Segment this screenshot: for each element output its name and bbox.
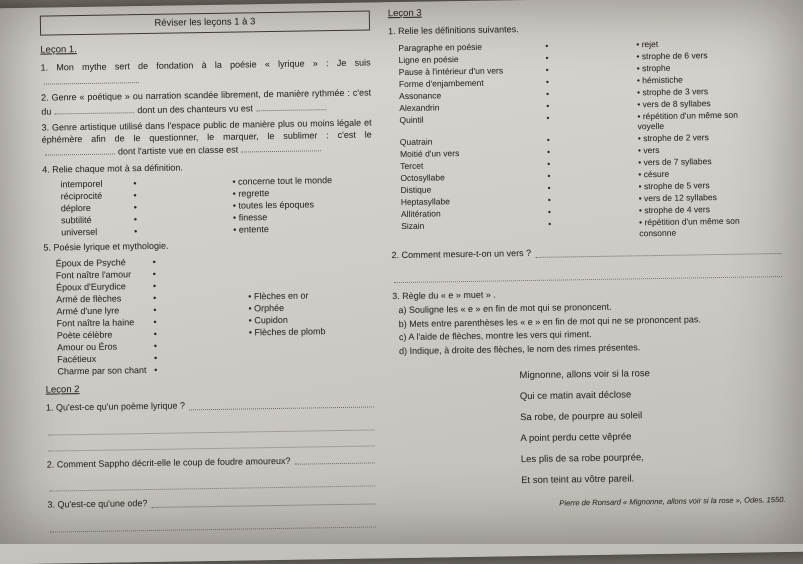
match-term: Charme par son chant • xyxy=(57,365,157,377)
lecon1-q5-title: 5. Poésie lyrique et mythologie. xyxy=(43,241,169,254)
match-def: • strophe de 2 vers xyxy=(638,132,709,144)
match-term: Amour ou Éros • xyxy=(57,341,157,353)
match-term: déplore • xyxy=(61,203,137,214)
match-def: • Flèches en or xyxy=(248,290,308,301)
match-term: Allitération • xyxy=(401,207,551,220)
match-term: intemporel • xyxy=(60,179,136,190)
match-term: Quatrain • xyxy=(400,135,550,148)
match-term: Pause à l'intérieur d'un vers • xyxy=(399,64,549,77)
match-def: • finesse xyxy=(233,213,267,224)
answer-blank xyxy=(241,142,321,153)
lecon1-title: Leçon 1. xyxy=(40,44,77,56)
match-term: Octosyllabe • xyxy=(400,171,550,184)
match-row xyxy=(61,223,373,238)
match-def: • Cupidon xyxy=(249,315,288,326)
match-term: Distique • xyxy=(401,183,551,196)
left-column xyxy=(40,10,378,532)
match-term: universel • xyxy=(61,227,137,238)
match-def: • césure xyxy=(638,169,669,180)
match-def: • répétition d'un même son consonne xyxy=(639,216,740,239)
answer-blank xyxy=(189,398,374,410)
match-term: Époux de Psyché • xyxy=(56,257,156,269)
worksheet-title: Réviser les leçons 1 à 3 xyxy=(154,16,256,29)
match-def: • répétition d'un même son voyelle xyxy=(637,109,738,132)
match-def: • vers de 12 syllabes xyxy=(639,192,717,204)
answer-blank xyxy=(294,454,374,465)
lecon2-q1 xyxy=(46,398,376,415)
match-def: • vers de 7 syllabes xyxy=(638,156,712,168)
match-term: Armé d'une lyre • xyxy=(56,305,156,317)
lecon1-q1 xyxy=(41,58,371,88)
match-term: Sizain • xyxy=(401,219,551,242)
match-def: • toutes les époques xyxy=(233,200,314,211)
match-term: Font naître la haine • xyxy=(57,317,157,329)
answer-blank xyxy=(44,73,139,84)
match-term: Forme d'enjambement • xyxy=(399,76,549,89)
lecon2-title: Leçon 2 xyxy=(45,384,80,396)
match-term: réciprocité • xyxy=(61,191,137,202)
poem-line: Et son teint au vôtre pareil. xyxy=(521,473,635,487)
match-term: Poète célèbre • xyxy=(57,329,157,341)
match-term: Quintil • xyxy=(399,112,549,135)
lecon1-q1-text: 1. Mon mythe sert de fondation à la poésie « lyrique » : Je suis xyxy=(40,57,371,73)
lecon3-q3-item: d) Indique, à droite des flèches, le nom des rimes présentes. xyxy=(399,342,641,356)
worksheet-title-box xyxy=(40,10,370,35)
lecon3-q2-text: 2. Comment mesure-t-on un vers ? xyxy=(391,248,532,261)
poem-line: Mignonne, allons voir si la rose xyxy=(519,368,651,382)
match-def: • strophe de 3 vers xyxy=(637,86,708,98)
match-term: Font naître l'amour • xyxy=(56,269,156,281)
match-def: • strophe xyxy=(637,62,671,73)
match-term: Alexandrin • xyxy=(399,100,549,113)
match-def: • entente xyxy=(233,225,269,236)
lecon1-q2-text-b: dont un des chanteurs vu est xyxy=(137,103,253,116)
lecon1-q3 xyxy=(41,118,372,160)
lecon3-q3-item: a) Souligne les « e » en fin de mot qui se prononcent. xyxy=(398,301,612,316)
answer-blank xyxy=(535,244,782,257)
match-def: • rejet xyxy=(636,39,658,50)
lecon3-q2 xyxy=(392,244,784,262)
match-term: Époux d'Eurydice • xyxy=(56,281,156,293)
match-term: Facétieux • xyxy=(57,353,157,365)
poem-attribution: Pierre de Ronsard « Mignonne, allons voir si la rose », Odes, 1550. xyxy=(559,495,786,508)
match-def: • Flèches de plomb xyxy=(249,326,326,337)
match-term: Paragraphe en poésie • xyxy=(398,40,548,53)
match-term: Armé de flèches • xyxy=(56,293,156,305)
lecon2-q2-text: 2. Comment Sappho décrit-elle le coup de foudre amoureux? xyxy=(46,455,291,470)
match-row xyxy=(401,215,783,242)
match-def: • regrette xyxy=(233,189,270,200)
match-term: Moitié d'un vers • xyxy=(400,147,550,160)
match-def: • strophe de 4 vers xyxy=(639,204,710,216)
lecon3-title: Leçon 3 xyxy=(387,7,422,20)
match-def: • vers xyxy=(638,145,660,156)
lecon1-q3-text-a: 3. Genre artistique utilisé dans l'espace public de manière plus ou moins légale et éphémère afin de le questionner, le marquer, le sublimer : c'est le xyxy=(41,117,372,145)
right-column xyxy=(388,2,788,511)
match-def: • strophe de 6 vers xyxy=(636,50,707,62)
match-def: • strophe de 5 vers xyxy=(638,180,709,192)
poem-line: A point perdu cette vêprée xyxy=(520,431,632,445)
lecon2-q1-text: 1. Qu'est-ce qu'un poème lyrique ? xyxy=(45,400,186,413)
lecon3-q3-item: b) Mets entre parenthèses les « e » en fin de mot qui ne se prononcent pas. xyxy=(398,314,701,329)
lecon3-q1-title: 1. Relie les définitions suivantes. xyxy=(388,24,519,37)
lecon1-q3-text-b: dont l'artiste vue en classe est xyxy=(117,144,239,157)
poem-line: Les plis de sa robe pourprée, xyxy=(520,452,644,466)
lecon2-q3-text: 3. Qu'est-ce qu'une ode? xyxy=(47,498,148,510)
lecon3-q3-item: c) A l'aide de flèches, montre les vers qui riment. xyxy=(398,329,592,343)
match-term: Ligne en poésie • xyxy=(398,52,548,65)
match-def: • concerne tout le monde xyxy=(232,176,332,188)
poem-line: Sa robe, de pourpre au soleil xyxy=(520,410,643,424)
match-def: • hémistiche xyxy=(637,74,683,85)
poem-line: Qui ce matin avait déclose xyxy=(519,389,632,403)
match-term: Heptasyllabe • xyxy=(401,195,551,208)
lecon3-q3-title: 3. Règle du « e » muet » . xyxy=(392,289,496,301)
lecon1-q4-title: 4. Relie chaque mot à sa définition. xyxy=(42,162,183,175)
poem xyxy=(519,361,787,491)
lecon1-q2 xyxy=(41,88,371,118)
answer-blank xyxy=(45,145,115,156)
answer-line xyxy=(50,511,376,532)
match-term: Tercet • xyxy=(400,159,550,172)
match-def: • vers de 8 syllabes xyxy=(637,98,711,110)
answer-blank xyxy=(256,100,326,111)
answer-blank xyxy=(54,103,134,114)
match-term: subtilité • xyxy=(61,215,137,226)
lecon1-q2-text-a: 2. Genre « poétique » ou narration scandée librement, de manière rythmée : c'est du xyxy=(41,87,372,117)
match-def: • Orphée xyxy=(248,303,284,314)
match-term: Assonance • xyxy=(399,88,549,101)
